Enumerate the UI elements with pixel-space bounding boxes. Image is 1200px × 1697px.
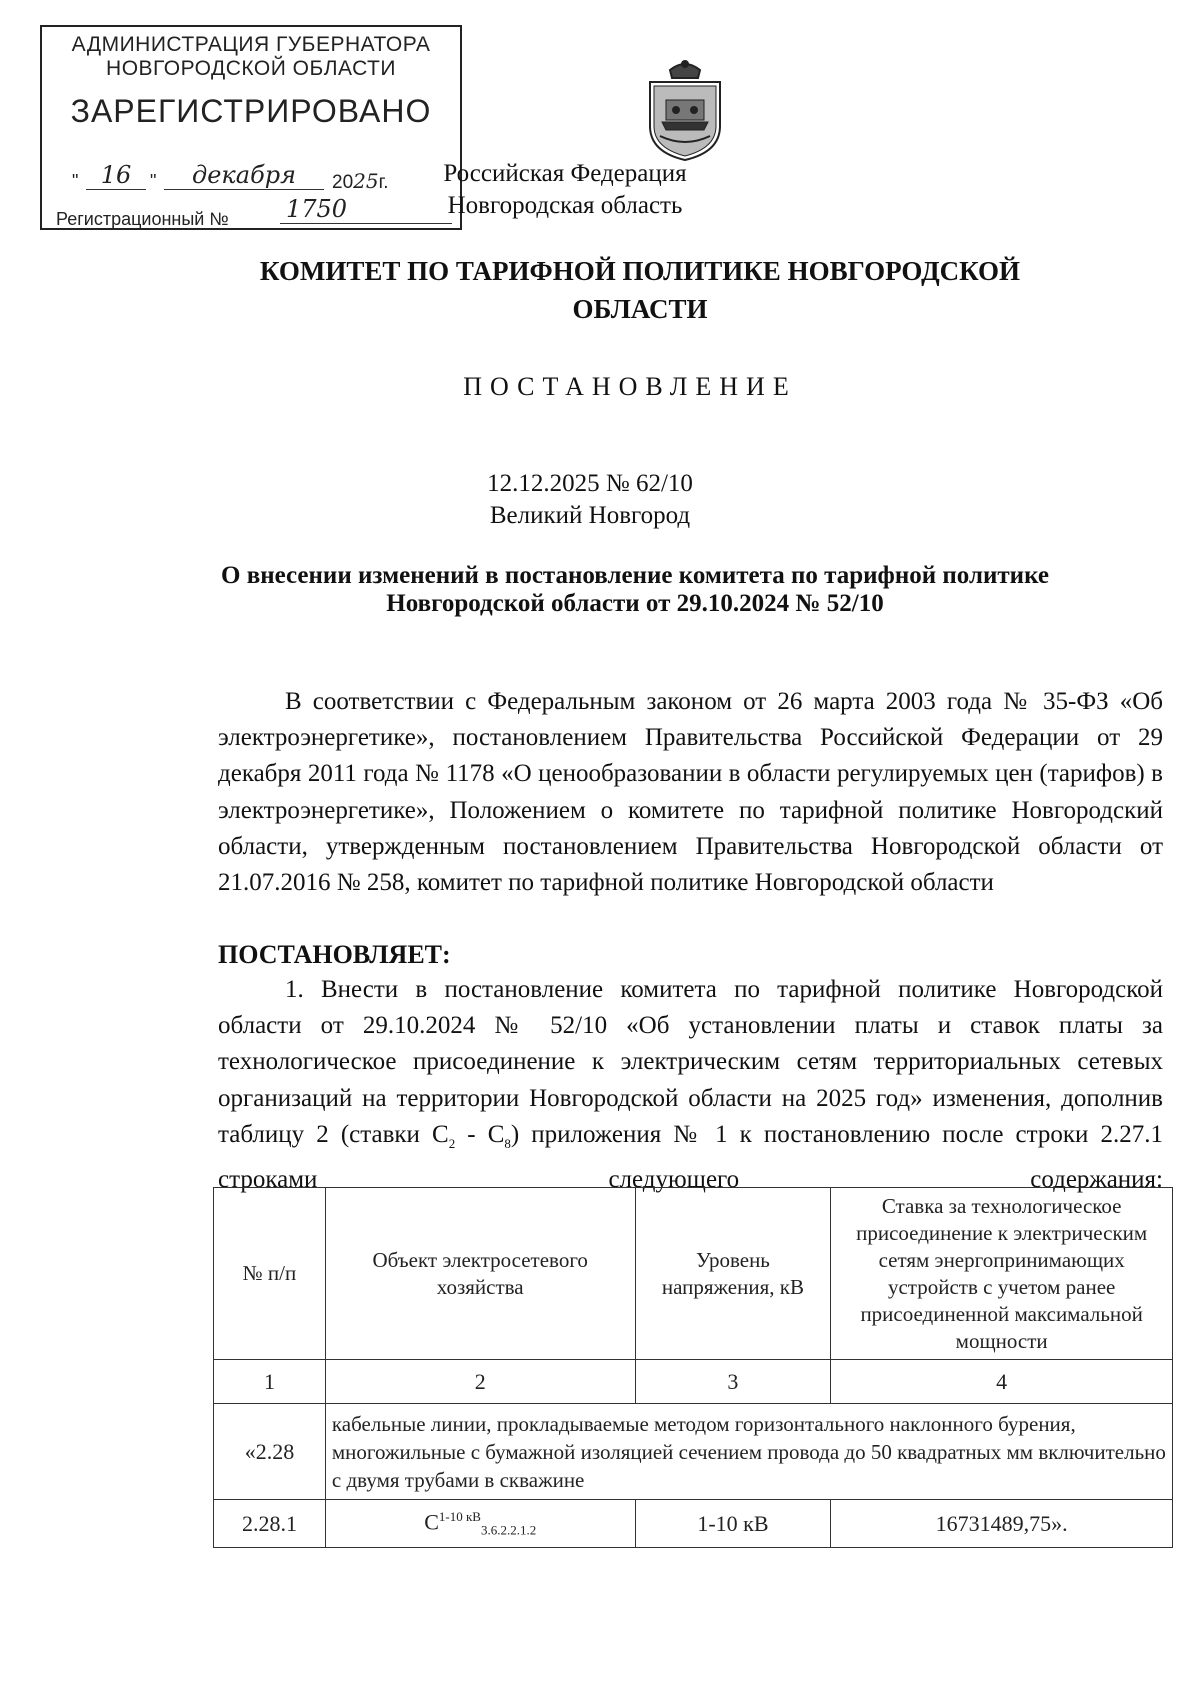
header-number: № п/п — [214, 1188, 326, 1360]
clause-1-sub-2: 2 — [448, 1135, 456, 1151]
column-number-1: 1 — [214, 1360, 326, 1404]
stamp-quote-close: " — [150, 171, 157, 191]
resolves-heading: ПОСТАНОВЛЯЕТ: — [218, 940, 451, 969]
clause-1-text-b: - С — [455, 1120, 505, 1148]
stamp-quote-open: " — [72, 171, 79, 191]
coat-of-arms-icon — [640, 56, 730, 164]
column-number-2: 2 — [325, 1360, 635, 1404]
rates-table — [213, 1187, 1173, 1548]
subject-line2: Новгородской области от 29.10.2024 № 52/10 — [386, 590, 884, 617]
country-name: Российская Федерация — [443, 160, 687, 187]
column-number-4: 4 — [831, 1360, 1173, 1404]
committee-title-line1: КОМИТЕТ ПО ТАРИФНОЙ ПОЛИТИКЕ НОВГОРОДСКОЙ — [259, 256, 1021, 286]
table-header-row — [214, 1188, 1173, 1360]
item-code-sub: 3.6.2.2.1.2 — [480, 1522, 537, 1538]
committee-title-line2: ОБЛАСТИ — [572, 294, 708, 324]
stamp-year-suffix: 25 — [353, 169, 379, 193]
document-subject — [90, 562, 1180, 618]
stamp-registered-label: ЗАРЕГИСТРИРОВАНО — [70, 93, 432, 129]
header-object: Объект электросетевого хозяйства — [325, 1188, 635, 1360]
stamp-month: декабря — [164, 161, 324, 190]
table-row — [214, 1500, 1173, 1548]
stamp-day: 16 — [86, 161, 146, 190]
column-number-3: 3 — [635, 1360, 831, 1404]
table-row — [214, 1404, 1173, 1500]
region-name: Новгородская область — [447, 192, 683, 219]
document-type: ПОСТАНОВЛЕНИЕ — [463, 372, 797, 401]
table-column-numbers-row — [214, 1360, 1173, 1404]
item-code-base: С — [424, 1509, 439, 1535]
item-code-sup: 1-10 кВ — [438, 1509, 481, 1524]
group-row-description: кабельные линии, прокладываемые методом горизонтального наклонного бурения, многожильные с бумажной изоляцией сечением провода до 50 квадратных мм включительно с двумя трубами в скважине — [325, 1404, 1172, 1500]
stamp-reg-number: 1750 — [280, 195, 452, 224]
stamp-org-line1: АДМИНИСТРАЦИЯ ГУБЕРНАТОРА — [71, 33, 431, 56]
item-row-number: 2.28.1 — [214, 1500, 326, 1548]
stamp-reg-label: Регистрационный № — [56, 209, 229, 229]
subject-line1: О внесении изменений в постановление комитета по тарифной политике — [221, 562, 1049, 589]
stamp-year-end: г. — [378, 172, 389, 193]
item-row-code — [325, 1500, 635, 1548]
clause-1-sub-8: 8 — [504, 1135, 511, 1151]
item-row-voltage: 1-10 кВ — [635, 1500, 831, 1548]
stamp-org-line2: НОВГОРОДСКОЙ ОБЛАСТИ — [106, 57, 396, 80]
stamp-year-prefix: 20 — [332, 172, 354, 193]
clause-1-text-c: ) приложения № 1 к постановлению после строки 2.27.1 строками следующего содержания: — [218, 1120, 1163, 1194]
item-row-rate: 16731489,75». — [831, 1500, 1173, 1548]
document-date-number: 12.12.2025 № 62/10 — [487, 470, 693, 497]
group-row-number: «2.28 — [214, 1404, 326, 1500]
document-city: Великий Новгород — [489, 502, 691, 529]
committee-title — [20, 252, 1200, 328]
clause-1-text-a: 1. Внести в постановление комитета по тарифной политике Новгородской области от 29.10.2024 № 52/10 «Об установлении платы и ставок платы за технологическое присоединение к электрическим сетям территориальных сетевых организаций на территории Новгородской области на 2025 год» изменения, дополнив таблицу 2 (ставки С — [218, 976, 1163, 1148]
preamble-paragraph: В соответствии с Федеральным законом от 26 марта 2003 года № 35-ФЗ «Об электроэнергетике», постановлением Правительства Российской Федерации от 29 декабря 2011 года № 1178 «О ценообразовании в области регулируемых цен (тарифов) в электроэнергетике», Положением о комитете по тарифной политике Новгородский области, утвержденным постановлением Правительства Новгородской области от 21.07.2016 № 258, комитет по тарифной политике Новгородской области — [218, 688, 1163, 897]
header-rate: Ставка за технологическое присоединение к электрическим сетям энергопринимающих устройств с учетом ранее присоединенной максимальной мощности — [831, 1188, 1173, 1360]
clause-1-paragraph — [218, 972, 1163, 1198]
header-voltage: Уровень напряжения, кВ — [635, 1188, 831, 1360]
